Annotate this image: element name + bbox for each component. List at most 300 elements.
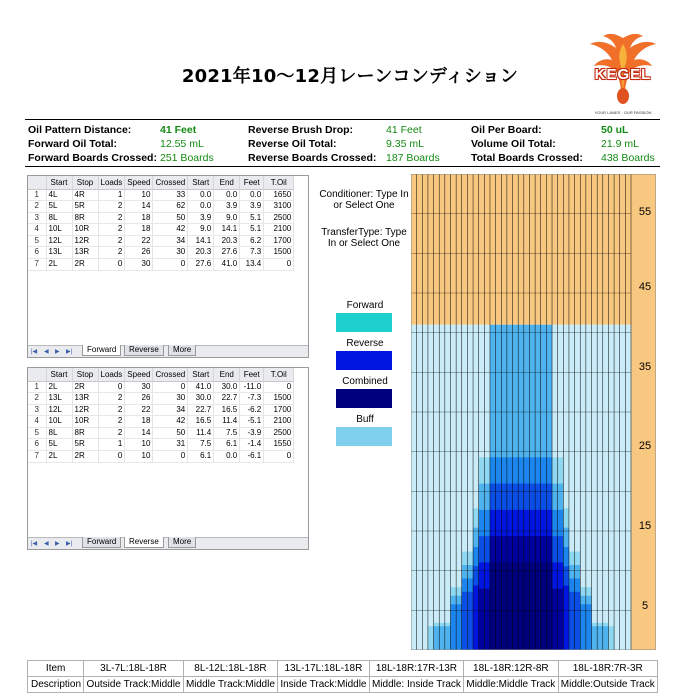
table-cell[interactable]: 8L (46, 427, 72, 439)
nav-last-icon[interactable]: ▶| (66, 349, 73, 355)
table-row[interactable] (28, 393, 294, 405)
table-cell[interactable]: 30 (153, 393, 188, 405)
table-cell[interactable]: 50 (153, 212, 188, 224)
table-cell[interactable]: 18 (125, 416, 153, 428)
tab-reverse[interactable]: Reverse (124, 345, 164, 356)
oil-mark (473, 586, 479, 650)
table-cell[interactable]: 10L (46, 224, 72, 236)
table-cell[interactable]: -6.2 (240, 404, 264, 416)
logo-brand-text: KEGEL (594, 66, 652, 83)
table-header-row (28, 176, 294, 189)
legend-swatch-buff (336, 427, 392, 446)
conditioner-field[interactable]: Conditioner: Type In or Select One (319, 189, 409, 211)
column-header[interactable]: Crossed (153, 368, 188, 381)
stat-label: Oil Per Board: (471, 124, 542, 136)
oil-mark (592, 626, 598, 650)
table-cell[interactable]: 22 (125, 235, 153, 247)
feet-label: 15 (638, 520, 652, 532)
table-cell[interactable]: 16.5 (188, 416, 214, 428)
table-cell[interactable]: 18 (125, 224, 153, 236)
column-header[interactable]: T.Oil (264, 176, 294, 189)
table-row[interactable] (28, 259, 294, 271)
row-index: 4 (28, 224, 46, 236)
segment-description-cell: Inside Track:Middle (278, 677, 370, 693)
column-header[interactable]: Speed (125, 368, 153, 381)
oil-mark (603, 325, 609, 650)
feet-label: 55 (638, 206, 652, 218)
table-cell[interactable]: 20.3 (214, 235, 240, 247)
table-cell[interactable]: 12L (46, 235, 72, 247)
oil-mark (513, 589, 519, 650)
oil-mark (439, 325, 445, 650)
segment-description-cell: Middle:Middle Track (464, 677, 558, 693)
oil-mark (535, 589, 541, 650)
stat-value: 12.55 mL (160, 138, 204, 150)
sheet-tab-bar (28, 537, 308, 549)
stat-label: Reverse Brush Drop: (248, 124, 354, 136)
nav-next-icon[interactable]: ▶ (55, 541, 60, 547)
forward-table-body (28, 189, 294, 270)
table-cell[interactable]: 2 (98, 212, 125, 224)
table-cell[interactable]: 2R (72, 259, 98, 271)
segment-table (27, 660, 658, 693)
column-header[interactable]: Feet (240, 176, 264, 189)
stat-value: 251 Boards (160, 152, 214, 164)
column-header[interactable]: Crossed (153, 176, 188, 189)
table-cell[interactable]: 3.9 (240, 201, 264, 213)
table-cell[interactable]: -1.4 (240, 439, 264, 451)
feet-label: 5 (641, 600, 649, 612)
table-cell[interactable]: 4L (46, 189, 72, 201)
table-cell[interactable]: 34 (153, 404, 188, 416)
table-cell[interactable]: 0 (264, 259, 294, 271)
nav-first-icon[interactable]: |◀ (31, 349, 38, 355)
transfer-type-field[interactable]: TransferType: Type In or Select One (321, 227, 407, 249)
table-cell[interactable]: 0.0 (214, 189, 240, 201)
row-index: 6 (28, 247, 46, 259)
table-cell[interactable]: 2 (98, 224, 125, 236)
oil-mark (456, 604, 462, 650)
segment-description-cell: Outside Track:Middle (84, 677, 183, 693)
logo-tagline: YOUR LANES · OUR PASSION (594, 110, 652, 115)
stat-label: Volume Oil Total: (471, 138, 556, 150)
table-cell[interactable]: 6.1 (214, 439, 240, 451)
oil-mark (552, 589, 558, 650)
table-cell[interactable]: 2100 (264, 224, 294, 236)
stat-value: 21.9 mL (601, 138, 639, 150)
stat-label: Total Boards Crossed: (471, 152, 583, 164)
row-index: 4 (28, 416, 46, 428)
table-cell[interactable]: 42 (153, 224, 188, 236)
table-cell[interactable]: 10 (125, 451, 153, 463)
oil-mark (586, 604, 592, 650)
table-cell[interactable]: 13R (72, 393, 98, 405)
segment-description-cell: Middle Track:Middle (183, 677, 277, 693)
table-cell[interactable]: 12R (72, 235, 98, 247)
table-cell[interactable]: 50 (153, 427, 188, 439)
column-header[interactable]: Start (46, 176, 72, 189)
oil-mark (529, 589, 535, 650)
column-header[interactable]: Loads (98, 368, 125, 381)
table-cell[interactable]: 16.5 (214, 404, 240, 416)
table-cell[interactable]: 10L (46, 416, 72, 428)
nav-first-icon[interactable]: |◀ (31, 541, 38, 547)
table-cell[interactable]: 10 (125, 189, 153, 201)
table-cell[interactable]: 0 (264, 451, 294, 463)
table-cell[interactable]: 22 (125, 404, 153, 416)
oil-mark (507, 589, 513, 650)
table-cell[interactable]: 31 (153, 439, 188, 451)
row-index: 3 (28, 212, 46, 224)
oil-mark (422, 325, 428, 650)
segment-header-cell: 18L-18R:17R-13R (369, 661, 463, 677)
oil-mark (428, 325, 434, 650)
table-cell[interactable]: 1650 (264, 189, 294, 201)
table-cell[interactable]: 0 (153, 381, 188, 393)
row-index: 5 (28, 427, 46, 439)
column-header[interactable]: Loads (98, 176, 125, 189)
tab-forward[interactable]: Forward (82, 345, 121, 356)
table-cell[interactable]: 14 (125, 427, 153, 439)
table-cell[interactable]: 9.0 (188, 224, 214, 236)
table-cell[interactable]: 1 (98, 189, 125, 201)
table-row[interactable] (28, 381, 294, 393)
table-cell[interactable]: 20.3 (188, 247, 214, 259)
table-cell[interactable]: 22.7 (214, 393, 240, 405)
stat-oil-pattern-distance (28, 123, 197, 137)
oil-mark (467, 592, 473, 650)
column-header[interactable]: Stop (72, 176, 98, 189)
table-row[interactable] (28, 247, 294, 259)
table-row[interactable] (28, 451, 294, 463)
oil-mark (597, 325, 603, 650)
tab-reverse[interactable]: Reverse (124, 537, 164, 548)
table-cell[interactable]: 10R (72, 224, 98, 236)
table-cell[interactable]: 2 (98, 201, 125, 213)
column-header[interactable]: Start (188, 176, 214, 189)
segment-description-row (28, 677, 658, 693)
table-cell[interactable]: 1550 (264, 439, 294, 451)
stat-oil-per-board (471, 123, 629, 137)
table-cell[interactable]: 4R (72, 189, 98, 201)
table-cell[interactable]: 62 (153, 201, 188, 213)
stat-volume-oil-total (471, 137, 639, 151)
column-header[interactable]: Start (46, 368, 72, 381)
table-cell[interactable]: 5R (72, 201, 98, 213)
nav-next-icon[interactable]: ▶ (55, 349, 60, 355)
stat-reverse-oil-total (248, 137, 424, 151)
oil-mark (445, 626, 451, 650)
table-cell[interactable]: 26 (125, 247, 153, 259)
table-cell[interactable]: 7.3 (240, 247, 264, 259)
table-cell[interactable]: 30 (153, 247, 188, 259)
oil-mark (608, 325, 614, 650)
segment-description-cell: Middle: Inside Track (369, 677, 463, 693)
column-header[interactable]: Feet (240, 368, 264, 381)
grid-corner[interactable] (28, 176, 46, 189)
oil-mark (434, 626, 440, 650)
table-cell[interactable]: 14 (125, 201, 153, 213)
oil-mark (450, 604, 456, 650)
table-cell[interactable]: 41.0 (188, 381, 214, 393)
oil-mark (597, 626, 603, 650)
feet-label: 45 (638, 281, 652, 293)
oil-mark (575, 592, 581, 650)
oil-mark (417, 325, 423, 650)
tab-more[interactable]: More (168, 537, 196, 548)
table-cell[interactable]: 14.1 (188, 235, 214, 247)
stats-divider (25, 166, 660, 167)
table-cell[interactable]: 42 (153, 416, 188, 428)
oil-mark (620, 325, 626, 650)
legend-swatch-reverse (336, 351, 392, 370)
segment-description-cell: Middle:Outside Track (558, 677, 657, 693)
table-cell[interactable]: 0 (153, 451, 188, 463)
table-cell[interactable]: 8R (72, 427, 98, 439)
column-header[interactable]: T.Oil (264, 368, 294, 381)
table-cell[interactable]: 0.0 (214, 451, 240, 463)
table-cell[interactable]: 0 (98, 259, 125, 271)
table-cell[interactable]: 13L (46, 247, 72, 259)
legend-label-reverse: Reverse (346, 338, 384, 349)
stat-label: Forward Oil Total: (28, 138, 118, 150)
reverse-grid (27, 367, 309, 550)
oil-mark (541, 589, 547, 650)
table-cell[interactable]: 12L (46, 404, 72, 416)
table-cell[interactable]: -11.0 (240, 381, 264, 393)
table-row[interactable] (28, 212, 294, 224)
page-title: 2021年10～12月レーンコンディション (181, 66, 519, 87)
table-cell[interactable]: 0.0 (188, 201, 214, 213)
tab-more[interactable]: More (168, 345, 196, 356)
nav-last-icon[interactable]: ▶| (66, 541, 73, 547)
oil-mark (428, 626, 434, 650)
table-cell[interactable]: 1500 (264, 247, 294, 259)
segment-header-cell: Item (28, 661, 84, 677)
table-cell[interactable]: 11.4 (188, 427, 214, 439)
oil-mark (434, 325, 440, 650)
row-index: 2 (28, 393, 46, 405)
oil-mark (439, 626, 445, 650)
table-cell[interactable]: 2500 (264, 427, 294, 439)
segment-header-cell: 13L-17L:18L-18R (278, 661, 370, 677)
table-cell[interactable]: 0 (153, 259, 188, 271)
table-cell[interactable]: 13L (46, 393, 72, 405)
table-cell[interactable]: 7.5 (188, 439, 214, 451)
forward-grid (27, 175, 309, 358)
table-cell[interactable]: 7.5 (214, 427, 240, 439)
row-index: 1 (28, 189, 46, 201)
oil-mark (462, 592, 468, 650)
table-cell[interactable]: 13R (72, 247, 98, 259)
row-index: 1 (28, 381, 46, 393)
table-cell[interactable]: 27.6 (214, 247, 240, 259)
table-cell[interactable]: -3.9 (240, 427, 264, 439)
legend-label-forward: Forward (346, 300, 384, 311)
lane-graph-svg (411, 174, 656, 650)
table-cell[interactable]: 13.4 (240, 259, 264, 271)
table-cell[interactable]: 2 (98, 404, 125, 416)
oil-mark (592, 325, 598, 650)
table-row[interactable] (28, 189, 294, 201)
table-row[interactable] (28, 439, 294, 451)
table-cell[interactable]: 8R (72, 212, 98, 224)
stat-reverse-boards-crossed (248, 151, 440, 165)
oil-mark (479, 589, 485, 650)
table-cell[interactable]: 2 (98, 393, 125, 405)
stat-value: 50 uL (601, 124, 629, 136)
oil-mark (518, 589, 524, 650)
column-header[interactable]: End (214, 368, 240, 381)
row-index: 3 (28, 404, 46, 416)
pattern-stats (28, 123, 663, 165)
table-cell[interactable]: 5R (72, 439, 98, 451)
stat-reverse-brush-drop (248, 123, 422, 137)
table-cell[interactable]: 2R (72, 381, 98, 393)
row-index: 7 (28, 451, 46, 463)
tab-forward[interactable]: Forward (82, 537, 121, 548)
oil-mark (558, 589, 564, 650)
table-cell[interactable]: 2 (98, 416, 125, 428)
table-cell[interactable]: 0.0 (240, 189, 264, 201)
oil-mark (569, 592, 575, 650)
table-row[interactable] (28, 404, 294, 416)
table-cell[interactable]: 22.7 (188, 404, 214, 416)
row-index: 2 (28, 201, 46, 213)
table-cell[interactable]: 1700 (264, 235, 294, 247)
grid-corner[interactable] (28, 368, 46, 381)
table-cell[interactable]: 27.6 (188, 259, 214, 271)
table-cell[interactable]: 14.1 (214, 224, 240, 236)
table-cell[interactable]: 2 (98, 427, 125, 439)
oil-mark (484, 589, 490, 650)
table-cell[interactable]: 2L (46, 259, 72, 271)
table-cell[interactable]: 30 (125, 259, 153, 271)
oil-mark (608, 626, 614, 650)
table-cell[interactable]: 10R (72, 416, 98, 428)
stat-label: Oil Pattern Distance: (28, 124, 132, 136)
table-cell[interactable]: 0 (98, 381, 125, 393)
forward-table (28, 176, 294, 271)
nav-prev-icon[interactable]: ◀ (44, 349, 49, 355)
stat-total-boards-crossed (471, 151, 655, 165)
sheet-tab-bar (28, 345, 308, 357)
table-cell[interactable]: 2500 (264, 212, 294, 224)
table-cell[interactable]: -5.1 (240, 416, 264, 428)
feet-label: 35 (638, 361, 652, 373)
segment-header-row (28, 661, 658, 677)
table-cell[interactable]: 5L (46, 201, 72, 213)
table-cell[interactable]: 18 (125, 212, 153, 224)
table-cell[interactable]: 2R (72, 451, 98, 463)
table-cell[interactable]: 30 (125, 381, 153, 393)
table-header-row (28, 368, 294, 381)
oil-mark (445, 325, 451, 650)
stat-forward-boards-crossed (28, 151, 214, 165)
table-cell[interactable]: 33 (153, 189, 188, 201)
stat-label: Forward Boards Crossed: (28, 152, 157, 164)
table-cell[interactable]: 1500 (264, 393, 294, 405)
table-cell[interactable]: 0.0 (188, 189, 214, 201)
table-cell[interactable]: 2100 (264, 416, 294, 428)
table-cell[interactable]: 1700 (264, 404, 294, 416)
table-cell[interactable]: 3100 (264, 201, 294, 213)
table-cell[interactable]: 5.1 (240, 212, 264, 224)
segment-header-cell: 3L-7L:18L-18R (84, 661, 183, 677)
table-cell[interactable]: 1 (98, 439, 125, 451)
table-cell[interactable]: 34 (153, 235, 188, 247)
oil-mark (501, 589, 507, 650)
kegel-logo (588, 30, 658, 116)
table-cell[interactable]: 2 (98, 247, 125, 259)
oil-mark (411, 325, 417, 650)
lane-oil-graph (411, 174, 656, 650)
table-cell[interactable]: 2L (46, 451, 72, 463)
table-row[interactable] (28, 416, 294, 428)
table-cell[interactable]: 30.0 (188, 393, 214, 405)
table-cell[interactable]: 0 (98, 451, 125, 463)
column-header[interactable]: Stop (72, 368, 98, 381)
oil-mark (614, 325, 620, 650)
table-cell[interactable]: -7.3 (240, 393, 264, 405)
legend-swatch-forward (336, 313, 392, 332)
table-cell[interactable]: 11.4 (214, 416, 240, 428)
table-row[interactable] (28, 224, 294, 236)
nav-prev-icon[interactable]: ◀ (44, 541, 49, 547)
table-row[interactable] (28, 235, 294, 247)
segment-description-cell: Description (28, 677, 84, 693)
row-index: 7 (28, 259, 46, 271)
table-cell[interactable]: 41.0 (214, 259, 240, 271)
table-row[interactable] (28, 427, 294, 439)
oil-mark (496, 589, 502, 650)
stat-value: 187 Boards (386, 152, 440, 164)
feet-label: 25 (638, 440, 652, 452)
column-header[interactable]: Start (188, 368, 214, 381)
table-cell[interactable]: 3.9 (214, 201, 240, 213)
stat-value: 41 Feet (386, 124, 422, 136)
stat-label: Reverse Oil Total: (248, 138, 337, 150)
row-index: 5 (28, 235, 46, 247)
column-header[interactable]: Speed (125, 176, 153, 189)
stat-value: 438 Boards (601, 152, 655, 164)
table-cell[interactable]: 26 (125, 393, 153, 405)
legend-label-buff: Buff (356, 414, 374, 425)
table-cell[interactable]: 10 (125, 439, 153, 451)
segment-header-cell: 18L-18R:7R-3R (558, 661, 657, 677)
table-cell[interactable]: -6.1 (240, 451, 264, 463)
table-cell[interactable]: 0 (264, 381, 294, 393)
table-cell[interactable]: 5.1 (240, 224, 264, 236)
oil-mark (546, 589, 552, 650)
reverse-table (28, 368, 294, 463)
table-cell[interactable]: 6.1 (188, 451, 214, 463)
table-cell[interactable]: 2L (46, 381, 72, 393)
table-cell[interactable]: 2 (98, 235, 125, 247)
table-cell[interactable]: 30.0 (214, 381, 240, 393)
oil-mark (580, 604, 586, 650)
table-cell[interactable]: 5L (46, 439, 72, 451)
table-cell[interactable]: 6.2 (240, 235, 264, 247)
table-cell[interactable]: 12R (72, 404, 98, 416)
table-cell[interactable]: 9.0 (214, 212, 240, 224)
column-header[interactable]: End (214, 176, 240, 189)
table-cell[interactable]: 8L (46, 212, 72, 224)
segment-header-cell: 18L-18R:12R-8R (464, 661, 558, 677)
table-cell[interactable]: 3.9 (188, 212, 214, 224)
stat-forward-oil-total (28, 137, 204, 151)
table-row[interactable] (28, 201, 294, 213)
